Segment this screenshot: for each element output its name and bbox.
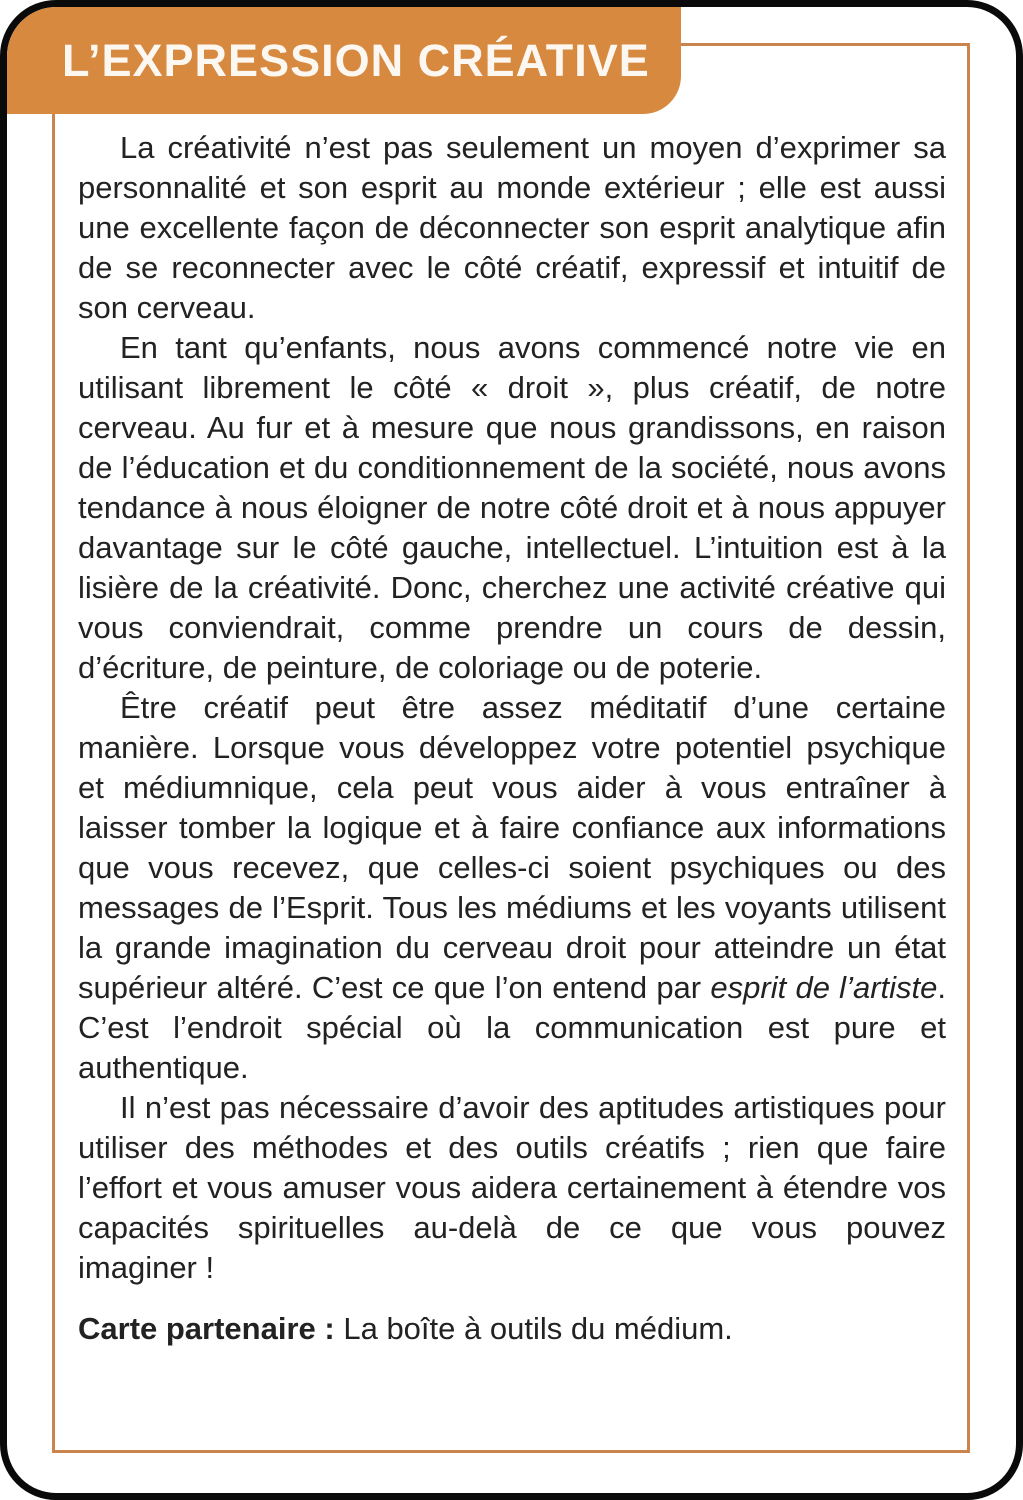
partner-card-value: La boîte à outils du médium. bbox=[343, 1311, 733, 1346]
paragraph-2: En tant qu’enfants, nous avons commencé notre vie en utilisant librement le côté « droit », plus créatif, de notre cerveau. Au fur et à mesure que nous grandissons, en raison de l’éducation et du conditionnement de la société, nous avons tendance à nous éloigner de notre côté droit et à nous appuyer davantage sur le côté gauche, intellectuel. L’intuition est à la lisière de la créativité. Donc, cherchez une activité créative qui vous conviendrait, comme prendre un cours de dessin, d’écriture, de peinture, de coloriage ou de poterie. bbox=[78, 330, 946, 685]
paragraph-3-text-before: Être créatif peut être assez méditatif d’une certaine manière. Lorsque vous développez votre potentiel psychique et médiumnique, cela peut vous aider à vous entraîner à laisser tomber la logique et à faire confiance aux informations que vous recevez, que celles-ci soient psychiques ou des messages de l’Esprit. Tous les médiums et les voyants utilisent la grande imagination du cerveau droit pour atteindre un état supérieur altéré. C’est ce que l’on entend par bbox=[78, 690, 946, 1005]
page-title: L’EXPRESSION CRÉATIVE bbox=[62, 35, 650, 86]
paragraph-1: La créativité n’est pas seulement un moyen d’exprimer sa personnalité et son esprit au monde extérieur ; elle est aussi une excellente façon de déconnecter son esprit analytique afin de se reconnecter avec le côté créatif, expressif et intuitif de son cerveau. bbox=[78, 130, 946, 325]
partner-card-label: Carte partenaire : bbox=[78, 1311, 335, 1346]
paragraph-3-italic-phrase: esprit de l’artiste bbox=[710, 970, 938, 1005]
partner-card-line bbox=[78, 1309, 946, 1349]
paragraph-3-text-after: . C’est l’endroit spécial où la communication est pure et authentique. bbox=[78, 970, 946, 1085]
card-body bbox=[78, 128, 946, 1349]
paragraph-4: Il n’est pas nécessaire d’avoir des aptitudes artistiques pour utiliser des méthodes et des outils créatifs ; rien que faire l’effort et vous amuser vous aidera certainement à étendre vos capacités spirituelles au-delà de ce que vous pouvez imaginer ! bbox=[78, 1090, 946, 1285]
title-banner bbox=[7, 7, 681, 114]
paragraph-3 bbox=[78, 688, 946, 1088]
